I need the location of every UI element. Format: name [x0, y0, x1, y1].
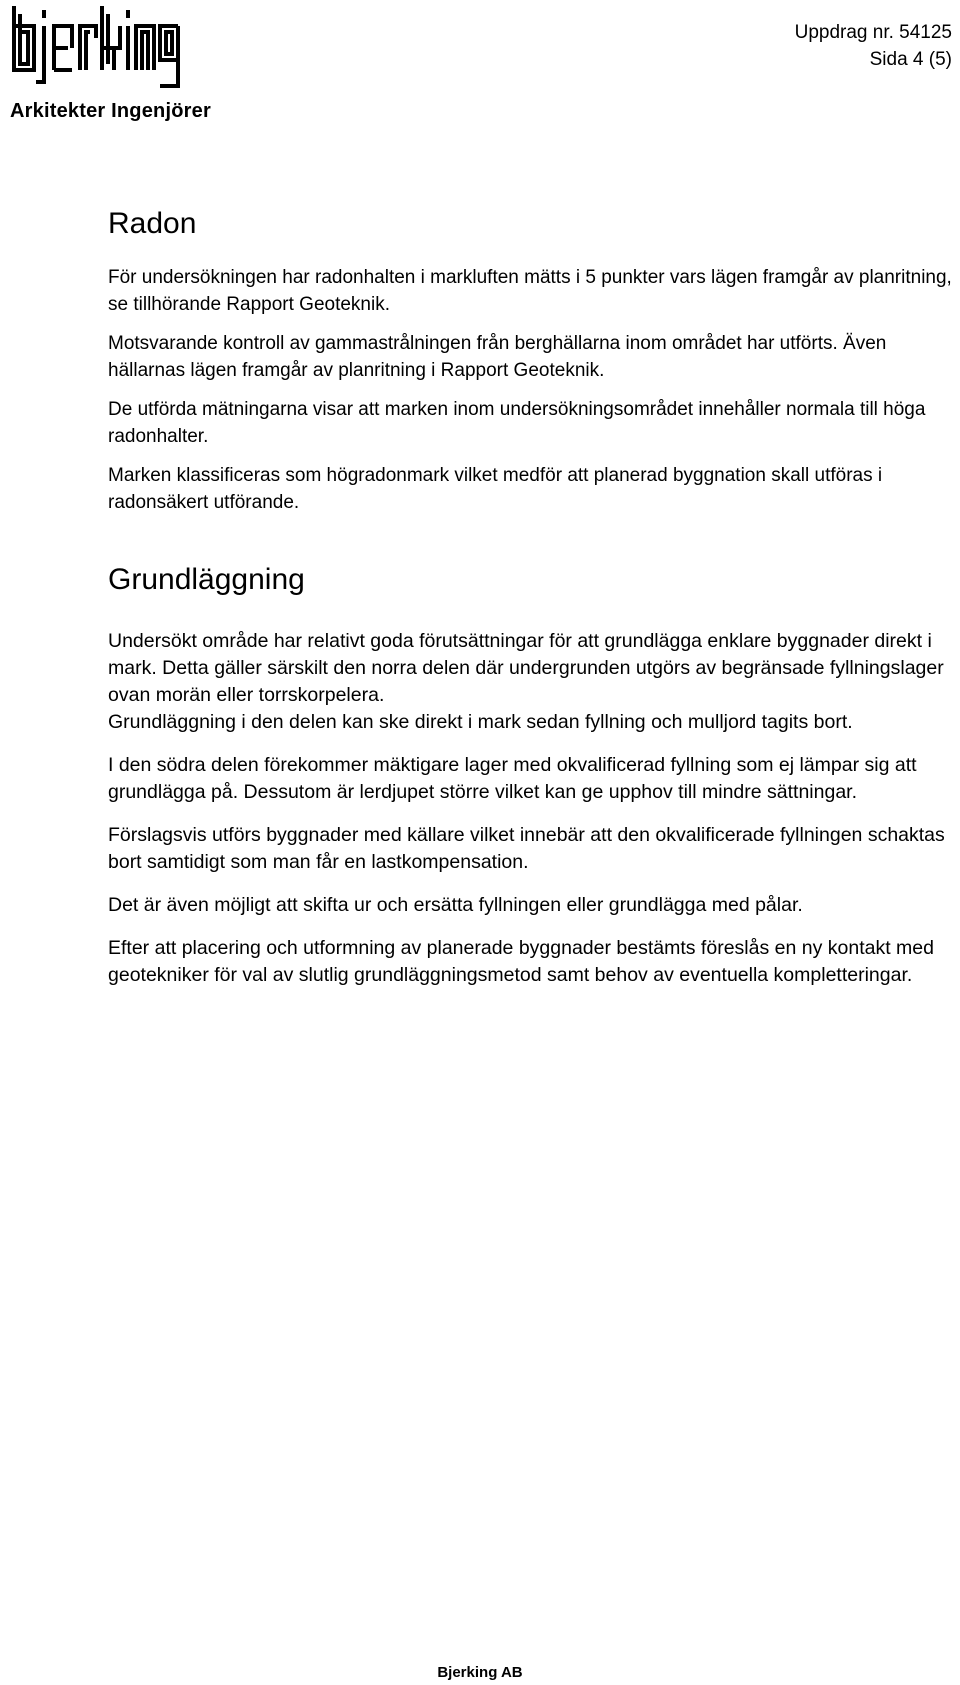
- radon-paragraph-3: De utförda mätningarna visar att marken inom undersökningsområdet innehåller normala till höga radonhalter.: [108, 399, 926, 447]
- grundlaggning-paragraph-5: Det är även möjligt att skifta ur och ersätta fyllningen eller grundlägga med pålar.: [108, 894, 803, 916]
- logo-tagline: Arkitekter Ingenjörer: [10, 100, 211, 122]
- company-logo: [10, 4, 211, 124]
- section-title-radon: Radon: [108, 207, 197, 240]
- section-title-grundlaggning: Grundläggning: [108, 563, 305, 596]
- assignment-number: Uppdrag nr. 54125: [794, 22, 952, 43]
- page-number: Sida 4 (5): [869, 49, 952, 70]
- radon-paragraph-2: Motsvarande kontroll av gammastrålningen från berghällarna inom området har utförts. Även hällarnas lägen framgår av planritning i Rapport Geoteknik.: [108, 333, 887, 381]
- page-footer: Bjerking AB: [437, 1664, 523, 1681]
- radon-paragraph-4: Marken klassificeras som högradonmark vilket medför att planerad byggnation skall utföras i radonsäkert utförande.: [108, 465, 883, 513]
- grundlaggning-paragraph-1: Undersökt område har relativt goda förutsättningar för att grundlägga enklare byggnader direkt i mark. Detta gäller särskilt den norra delen där undergrunden utgörs av begränsade fyllningslager ovan morän eller torrskorpelera.: [108, 630, 944, 706]
- bjerking-logo-icon: [10, 4, 182, 90]
- radon-paragraph-1: För undersökningen har radonhalten i markluften mätts i 5 punkter vars lägen framgår av planritning, se tillhörande Rapport Geoteknik.: [108, 267, 952, 315]
- grundlaggning-paragraph-3: I den södra delen förekommer mäktigare lager med okvalificerad fyllning som ej lämpar sig att grundlägga på. Dessutom är lerdjupet större vilket kan ge upphov till mindre sättningar.: [108, 754, 917, 803]
- grundlaggning-paragraph-2: Grundläggning i den delen kan ske direkt i mark sedan fyllning och mulljord tagits bort.: [108, 711, 853, 733]
- page-header-info: [795, 19, 952, 73]
- grundlaggning-paragraph-6: Efter att placering och utformning av planerade byggnader bestämts föreslås en ny kontakt med geotekniker för val av slutlig grundläggningsmetod samt behov av eventuella kompletteringar.: [108, 937, 934, 986]
- document-body: [108, 204, 954, 1001]
- grundlaggning-paragraph-4: Förslagsvis utförs byggnader med källare vilket innebär att den okvalificerade fyllningen schaktas bort samtidigt som man får en lastkompensation.: [108, 824, 945, 873]
